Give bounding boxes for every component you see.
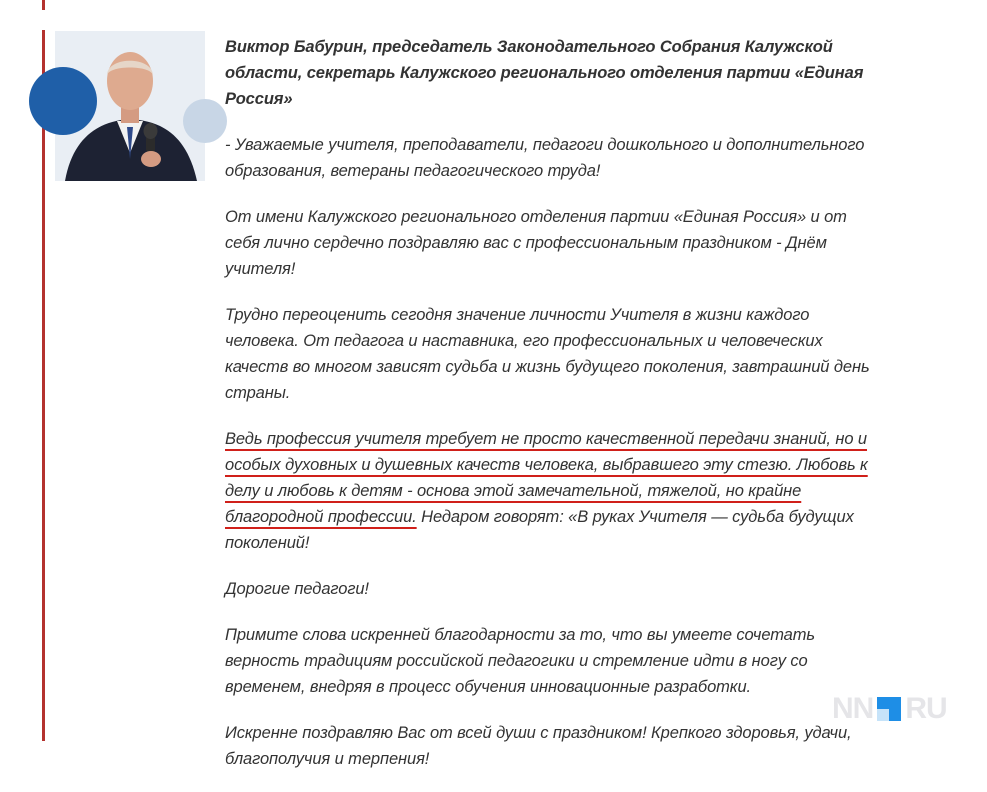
wishes-paragraph: Искренне поздравляю Вас от всей души с праздником! Крепкого здоровья, удачи, благополучия и терпения! (225, 724, 852, 768)
quote-bar-top-fragment (42, 0, 45, 10)
greeting-paragraph: - Уважаемые учителя, преподаватели, педагоги дошкольного и дополнительного образования, ветераны педагогического труда! (225, 136, 865, 180)
dear-teachers-paragraph: Дорогие педагоги! (225, 580, 369, 598)
author-photo-illustration (55, 31, 205, 181)
teacher-role-paragraph: Трудно переоценить сегодня значение личности Учителя в жизни каждого человека. От педагога и наставника, его профессиональных и человеческих качеств во многом зависят судьба и жизнь будущего поколения, завтрашний день страны. (225, 306, 870, 402)
watermark-right-text: RU (905, 692, 947, 725)
quote-text-column (225, 34, 885, 792)
congratulation-paragraph: От имени Калужского регионального отделения партии «Единая Россия» и от себя лично сердечно поздравляю вас с профессиональным праздником - Днём учителя! (225, 208, 847, 278)
watermark-left-text: NN (832, 692, 874, 725)
highlighted-paragraph-rest: Недаром говорят: «В руках Учителя — судьба будущих поколений! (225, 508, 854, 552)
site-watermark-logo (832, 694, 947, 724)
underlined-text: Ведь профессия учителя требует не просто качественной передачи знаний, но и особых духовных и душевных качеств человека, выбравшего эту стезю. Любовь к делу и любовь к детям - основа этой замечательной, тяжелой, но крайне благородной профессии. (225, 430, 868, 526)
author-avatar (55, 31, 205, 181)
gratitude-paragraph: Примите слова искренней благодарности за то, что вы умеете сочетать верность традициям российской педагогики и стремление идти в ногу со временем, внедряя в процесс обучения инновационные разработки. (225, 626, 815, 696)
watermark-square-icon (877, 697, 901, 721)
quote-accent-bar (42, 30, 45, 741)
highlighted-paragraph (225, 426, 885, 556)
author-caption: Виктор Бабурин, председатель Законодательного Собрания Калужской области, секретарь Калужского регионального отделения партии «Единая Россия» (225, 38, 864, 108)
